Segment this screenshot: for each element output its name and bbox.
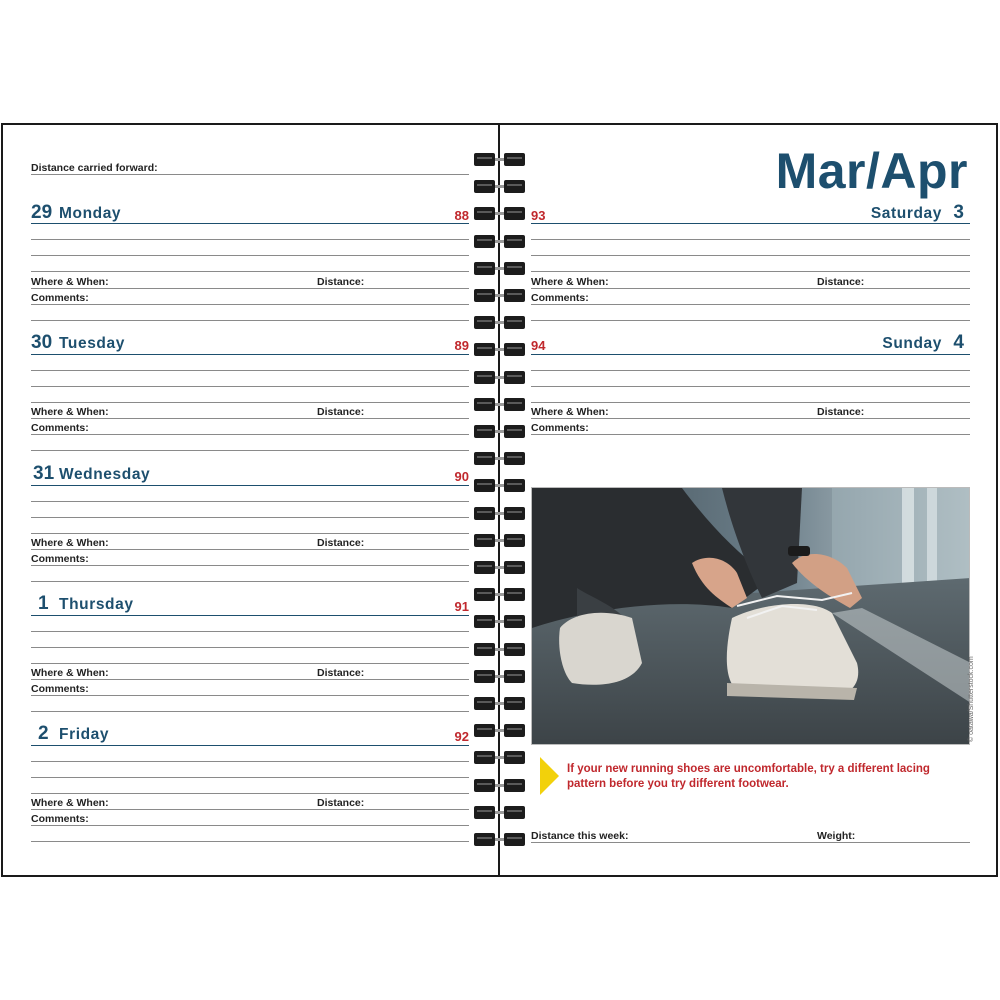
photo-illustration	[532, 488, 970, 745]
comments-line[interactable]	[531, 320, 970, 321]
spiral-ring	[474, 588, 525, 601]
spiral-ring	[474, 316, 525, 329]
comments-label: Comments:	[531, 422, 589, 434]
comments-line[interactable]	[31, 825, 469, 826]
spiral-ring	[474, 534, 525, 547]
entry-line[interactable]	[31, 239, 469, 240]
running-shoes-photo	[531, 487, 970, 745]
day-of-year: 89	[454, 338, 469, 353]
spiral-ring	[474, 452, 525, 465]
entry-line[interactable]	[31, 761, 469, 762]
entry-line[interactable]	[31, 647, 469, 648]
running-tip: If your new running shoes are uncomfortable, try a different lacing pattern before you try different footwear.	[567, 763, 930, 790]
day-number: 30	[31, 332, 53, 353]
day-heading-rule	[531, 223, 970, 224]
day-heading-rule	[31, 223, 469, 224]
where-when-label: Where & When:	[31, 276, 109, 288]
comments-line[interactable]	[31, 711, 469, 712]
where-when-line[interactable]	[31, 549, 469, 550]
comments-line[interactable]	[531, 434, 970, 435]
day-name: Wednesday	[59, 466, 151, 483]
day-of-year: 91	[454, 599, 469, 614]
spiral-ring	[474, 561, 525, 574]
day-name: Sunday	[882, 335, 942, 352]
day-number: 3	[953, 202, 964, 223]
comments-line[interactable]	[31, 565, 469, 566]
comments-label: Comments:	[31, 553, 89, 565]
comments-line[interactable]	[31, 450, 469, 451]
carried-forward-label: Distance carried forward:	[31, 162, 158, 174]
distance-label: Distance:	[317, 406, 365, 418]
where-when-line[interactable]	[31, 288, 469, 289]
spiral-ring	[474, 724, 525, 737]
comments-label: Comments:	[531, 292, 589, 304]
entry-line[interactable]	[31, 663, 469, 664]
day-name: Friday	[59, 726, 110, 743]
entry-line[interactable]	[31, 777, 469, 778]
carried-forward-line	[31, 174, 469, 175]
arrow-right-icon	[540, 757, 559, 795]
weekly-summary-line[interactable]	[531, 842, 970, 843]
entry-line[interactable]	[531, 255, 970, 256]
day-number: 2	[38, 723, 49, 744]
month-title: Mar/Apr	[775, 143, 968, 199]
entry-line[interactable]	[31, 271, 469, 272]
spiral-ring	[474, 207, 525, 220]
comments-line[interactable]	[31, 695, 469, 696]
spiral-ring	[474, 670, 525, 683]
where-when-label: Where & When:	[531, 406, 609, 418]
comments-label: Comments:	[31, 292, 89, 304]
spiral-ring	[474, 262, 525, 275]
weight-label: Weight:	[817, 830, 856, 842]
where-when-label: Where & When:	[31, 667, 109, 679]
entry-line[interactable]	[531, 402, 970, 403]
distance-label: Distance:	[317, 797, 365, 809]
day-of-year: 93	[531, 208, 546, 223]
spiral-ring	[474, 153, 525, 166]
day-heading-rule	[31, 745, 469, 746]
where-when-label: Where & When:	[531, 276, 609, 288]
distance-label: Distance:	[317, 276, 365, 288]
day-number: 1	[38, 593, 49, 614]
entry-line[interactable]	[31, 793, 469, 794]
entry-line[interactable]	[31, 386, 469, 387]
comments-label: Comments:	[31, 422, 89, 434]
day-heading-rule	[31, 615, 469, 616]
where-when-label: Where & When:	[31, 797, 109, 809]
spiral-ring	[474, 398, 525, 411]
spiral-ring	[474, 643, 525, 656]
day-heading-rule	[31, 354, 469, 355]
day-number: 29	[31, 202, 53, 223]
where-when-line[interactable]	[31, 679, 469, 680]
day-heading-rule	[531, 354, 970, 355]
entry-line[interactable]	[531, 386, 970, 387]
spiral-ring	[474, 806, 525, 819]
where-when-label: Where & When:	[31, 406, 109, 418]
spiral-ring	[474, 751, 525, 764]
entry-line[interactable]	[31, 255, 469, 256]
entry-line[interactable]	[31, 370, 469, 371]
comments-line[interactable]	[31, 434, 469, 435]
comments-line[interactable]	[31, 320, 469, 321]
spiral-ring	[474, 779, 525, 792]
spiral-ring	[474, 343, 525, 356]
distance-label: Distance:	[317, 537, 365, 549]
distance-label: Distance:	[317, 667, 365, 679]
where-when-line[interactable]	[531, 288, 970, 289]
spiral-ring	[474, 507, 525, 520]
spiral-ring	[474, 479, 525, 492]
entry-line[interactable]	[31, 517, 469, 518]
spiral-ring	[474, 180, 525, 193]
entry-line[interactable]	[531, 239, 970, 240]
where-when-line[interactable]	[531, 418, 970, 419]
day-name: Saturday	[870, 205, 942, 222]
spiral-ring	[474, 289, 525, 302]
distance-label: Distance:	[817, 406, 865, 418]
spiral-ring	[474, 235, 525, 248]
day-number: 4	[953, 332, 964, 353]
day-number: 31	[33, 463, 55, 484]
comments-line[interactable]	[31, 581, 469, 582]
entry-line[interactable]	[31, 533, 469, 534]
day-heading-rule	[31, 485, 469, 486]
comments-line[interactable]	[31, 841, 469, 842]
where-when-line[interactable]	[31, 809, 469, 810]
day-of-year: 92	[454, 729, 469, 744]
where-when-label: Where & When:	[31, 537, 109, 549]
comments-line[interactable]	[31, 304, 469, 305]
entry-line[interactable]	[531, 271, 970, 272]
entry-line[interactable]	[31, 402, 469, 403]
distance-this-week-label: Distance this week:	[531, 830, 629, 842]
spiral-ring	[474, 697, 525, 710]
entry-line[interactable]	[31, 501, 469, 502]
comments-label: Comments:	[31, 813, 89, 825]
spiral-ring	[474, 425, 525, 438]
spiral-ring	[474, 833, 525, 846]
spiral-ring	[474, 371, 525, 384]
day-name: Monday	[59, 205, 122, 222]
photo-credit: © oatawa/Shutterstock.com	[968, 656, 975, 742]
entry-line[interactable]	[531, 370, 970, 371]
distance-label: Distance:	[817, 276, 865, 288]
day-of-year: 88	[454, 208, 469, 223]
spiral-ring	[474, 615, 525, 628]
comments-label: Comments:	[31, 683, 89, 695]
day-of-year: 90	[454, 469, 469, 484]
day-name: Tuesday	[59, 335, 125, 352]
day-of-year: 94	[531, 338, 546, 353]
comments-line[interactable]	[531, 304, 970, 305]
day-name: Thursday	[59, 596, 134, 613]
where-when-line[interactable]	[31, 418, 469, 419]
entry-line[interactable]	[31, 631, 469, 632]
